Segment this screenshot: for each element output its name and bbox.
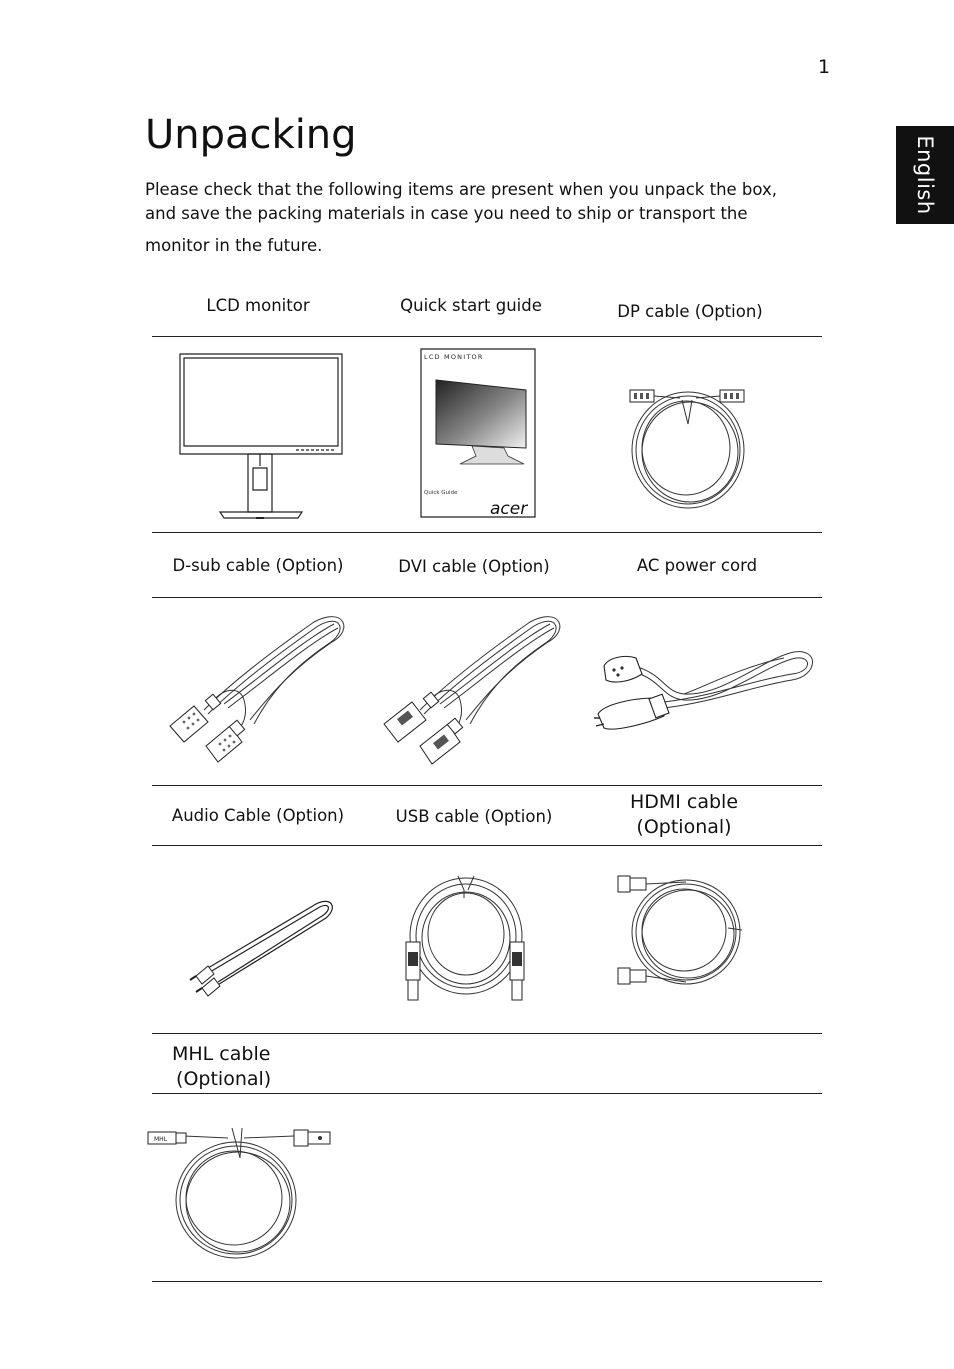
item-label-d-sub-cable: D-sub cable (Option) [172, 556, 344, 575]
intro-paragraph [145, 178, 825, 258]
table-rule [152, 1281, 822, 1282]
dvi-cable-icon [380, 610, 570, 768]
guide-cover-footer: Quick Guide [424, 490, 458, 496]
mhl-label-line-2: (Optional) [170, 1068, 272, 1090]
intro-line-3: monitor in the future. [145, 236, 323, 255]
item-label-lcd-monitor: LCD monitor [206, 296, 310, 315]
item-label-audio-cable: Audio Cable (Option) [171, 806, 345, 825]
table-rule [152, 845, 822, 846]
dp-cable-icon [626, 380, 750, 512]
ac-power-cord-icon [594, 644, 816, 738]
table-rule [152, 1093, 822, 1094]
item-label-quick-start-guide: Quick start guide [400, 296, 542, 315]
table-rule [152, 785, 822, 786]
d-sub-cable-icon [164, 610, 354, 768]
item-label-usb-cable: USB cable (Option) [395, 807, 553, 826]
guide-cover-header: LCD MONITOR [424, 353, 484, 361]
hdmi-cable-icon [616, 872, 744, 988]
page-title: Unpacking [145, 112, 357, 158]
language-tab [896, 126, 954, 224]
table-rule [152, 1033, 822, 1034]
acer-logo: acer [490, 499, 528, 519]
language-tab-label: English [913, 135, 937, 215]
usb-cable-icon [404, 872, 528, 1002]
hdmi-label-line-1: HDMI cable [629, 791, 739, 813]
mhl-cable-icon [144, 1124, 336, 1264]
item-label-ac-power-cord: AC power cord [636, 556, 758, 575]
item-label-hdmi-cable [604, 790, 764, 840]
table-rule [152, 597, 822, 598]
item-label-dp-cable: DP cable (Option) [617, 302, 763, 321]
mhl-label-line-1: MHL cable [172, 1043, 271, 1065]
intro-line-1: Please check that the following items are present when you unpack the box, [145, 180, 777, 199]
table-rule [152, 336, 822, 337]
item-label-dvi-cable: DVI cable (Option) [398, 557, 550, 576]
item-label-mhl-cable [162, 1042, 286, 1092]
lcd-monitor-icon [176, 350, 346, 522]
intro-line-2: and save the packing materials in case you need to ship or transport the [145, 204, 748, 223]
mhl-plug-label: MHL [154, 1136, 168, 1143]
audio-cable-icon [186, 896, 338, 992]
table-rule [152, 532, 822, 533]
quick-start-guide-icon [420, 348, 538, 520]
hdmi-label-line-2: (Optional) [636, 816, 732, 838]
page-number: 1 [818, 56, 831, 78]
